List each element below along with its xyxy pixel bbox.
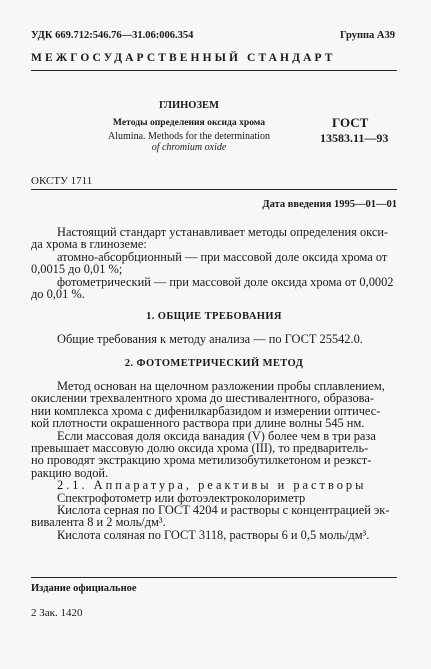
method-line: превышает массовую долю оксида хрома (III), то предваритель- bbox=[31, 441, 369, 456]
reagent-line: Кислота соляная по ГОСТ 3118, растворы 6 и 0,5 моль/дм³. bbox=[57, 527, 370, 542]
official-edition-label: Издание официальное bbox=[31, 583, 137, 594]
title-ru: ГЛИНОЗЕМ bbox=[159, 100, 219, 111]
okstu-code: ОКСТУ 1711 bbox=[31, 175, 93, 187]
intro-line: до 0,01 %. bbox=[31, 287, 85, 302]
method-line: Метод основан на щелочном разложении пробы сплавлением, bbox=[57, 379, 385, 393]
udk-code: УДК 669.712:546.76—31.06:006.354 bbox=[31, 30, 194, 41]
section-1-line: Общие требования к методу анализа — по ГОСТ 25542.0. bbox=[57, 332, 363, 346]
intro-paragraph bbox=[31, 226, 397, 300]
group-code: Группа А39 bbox=[339, 30, 395, 41]
gost-label: ГОСТ bbox=[332, 115, 369, 130]
footer-rule bbox=[31, 577, 397, 578]
method-line: Если массовая доля оксида ванадия (V) более чем в три раза bbox=[57, 428, 376, 443]
subtitle-ru: Методы определения оксида хрома bbox=[112, 117, 266, 128]
intro-line: атомно-абсорбционный — при массовой доле оксида хрома от bbox=[57, 249, 388, 264]
section-1-text bbox=[31, 333, 397, 345]
method-line: ракцию водой. bbox=[31, 465, 109, 480]
intro-line: фотометрический — при массовой доле оксида хрома от 0,0002 bbox=[57, 274, 394, 289]
subsection-2-1-heading: 2.1. Аппаратура, реактивы и растворы bbox=[57, 478, 367, 493]
section-2-heading: 2. ФОТОМЕТРИЧЕСКИЙ МЕТОД bbox=[124, 358, 304, 369]
section-1-heading: 1. ОБЩИЕ ТРЕБОВАНИЯ bbox=[146, 311, 282, 322]
section-2-body bbox=[31, 380, 397, 541]
title-en: Alumina. Methods for the determination bbox=[108, 131, 270, 142]
method-line: нии комплекса хрома с дифенилкарбазидом и измерении оптичес- bbox=[31, 403, 381, 418]
okstu-rule bbox=[31, 189, 397, 190]
intro-line: да хрома в глиноземе: bbox=[31, 237, 147, 252]
interstate-standard-banner: МЕЖГОСУДАРСТВЕННЫЙ СТАНДАРТ bbox=[31, 52, 336, 64]
order-number: 2 Зак. 1420 bbox=[31, 607, 83, 619]
gost-number: 13583.11—93 bbox=[320, 131, 389, 145]
subtitle-en: of chromium oxide bbox=[151, 142, 227, 153]
reagent-line: Кислота серная по ГОСТ 4204 и растворы с концентрацией эк- bbox=[57, 503, 390, 518]
intro-line: Настоящий стандарт устанавливает методы определения окси- bbox=[57, 225, 389, 239]
reagent-line: вивалента 8 и 2 моль/дм³. bbox=[31, 515, 166, 530]
header-rule bbox=[31, 70, 397, 71]
method-line: окислении трехвалентного хрома до шестивалентного, образова- bbox=[31, 391, 374, 406]
effective-date: Дата введения 1995—01—01 bbox=[262, 199, 397, 210]
intro-line: 0,0015 до 0,01 %; bbox=[31, 262, 123, 277]
reagent-line: Спектрофотометр или фотоэлектроколориметр bbox=[57, 490, 306, 505]
method-line: но проводят экстракцию хрома метилизобутилкетоном и реэкст- bbox=[31, 453, 372, 468]
method-line: кой плотности окрашенного раствора при длине волны 545 нм. bbox=[31, 416, 365, 431]
